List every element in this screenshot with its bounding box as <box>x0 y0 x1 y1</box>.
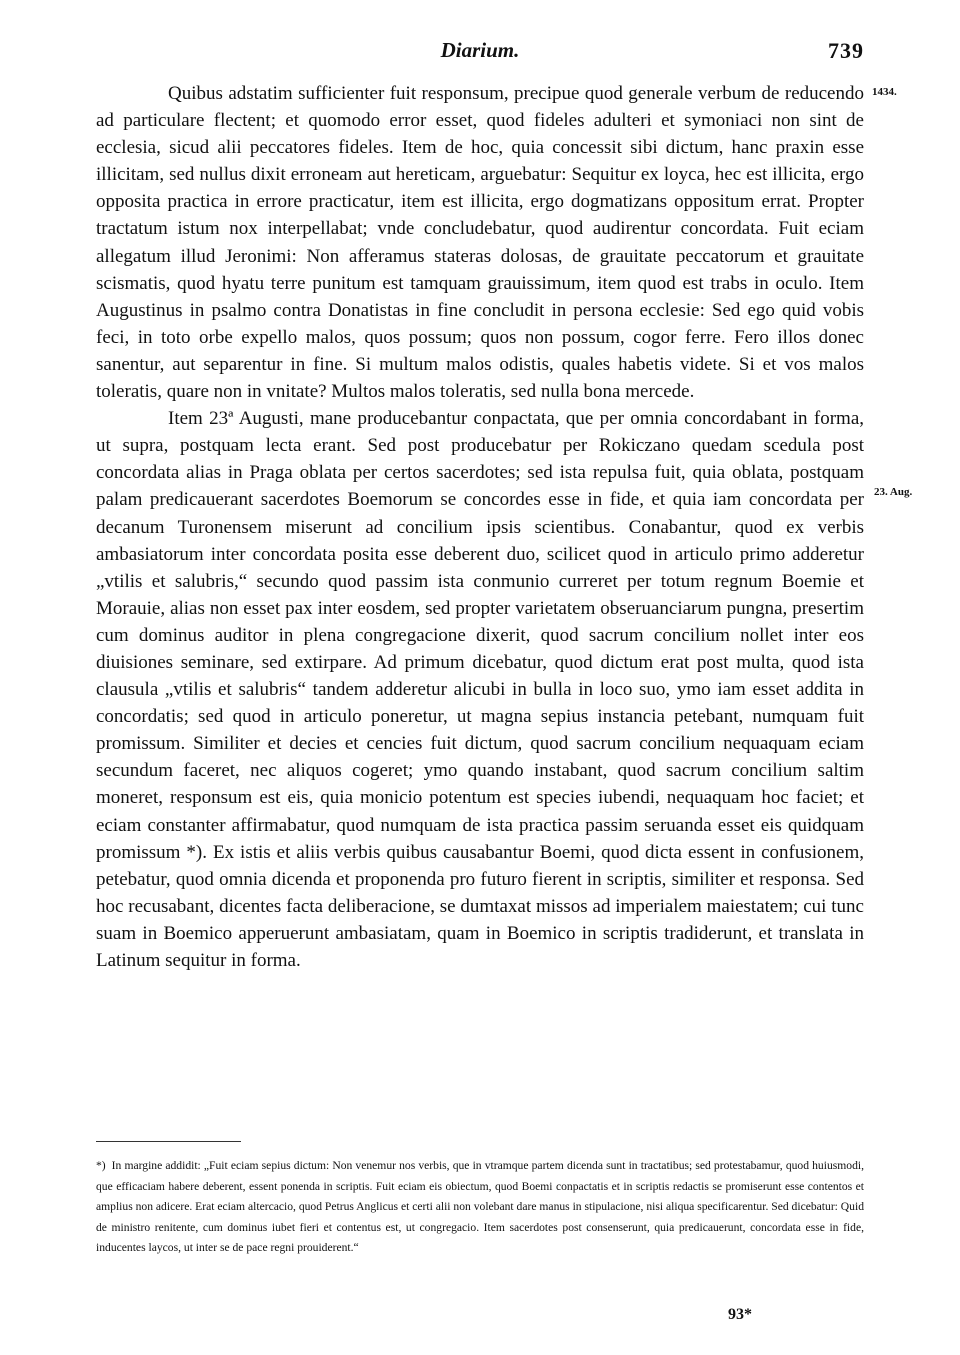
footnote-marker: *) <box>96 1159 106 1172</box>
page-header <box>96 38 864 66</box>
running-title: Diarium. <box>440 38 520 62</box>
signature-mark: 93* <box>728 1306 752 1323</box>
footnote-text: In margine addidit: „Fuit eciam sepius dictum: Non venemur nos verbis, que in vtramque partem dicenda sunt in tractatibus; sed protestabamur, quod huiusmodi, que efficaciam habere deberent, essent ponenda in scriptis. Fuit eciam eis obiectum, quod Boemi conpactatis et in scriptis redactis se promiserunt esse contentos et amplius non adicere. Erat eciam altercacio, quod Petrus Anglicus et certi alii non volebant dare manus in stipulacione, nisi aliqua specificarentur. Sed dicebatur: Quid de ministro renitente, cum dominus iubet fieri et contentus est, ut congregacio. Item sacerdotes post consenserunt, quia predicauerunt, concordata esse in fide, inducentes laycos, ut inter se de pace regni prouiderent.“ <box>96 1159 864 1254</box>
main-text <box>96 80 864 974</box>
margin-note-date: 23. Aug. <box>874 486 913 498</box>
footnote <box>96 1156 864 1259</box>
footnote-divider <box>96 1141 241 1142</box>
margin-note-year: 1434. <box>872 86 897 98</box>
paragraph: Quibus adstatim sufficienter fuit responsum, precipue quod generale verbum de reducendo ad particulare flectent; et quomodo error esset, quod fideles adulteri et symoniaci non sint de ecclesia, sicud alii peccatores fideles. Item de hoc, quia concessit sibi dictum, hanc praxin esse illicitam, sed nullus dixit erroneam aut hereticam, arguebatur: Sequitur ex loyca, hec est illicita, ergo opposita practica in errore practicatur, item est illicita, ergo dogmatizans oppositum errat. Propter tractatum istum nox interpellabat; vnde concludebatur, quod audirentur concordata. Fuit eciam allegatum illud Jeronimi: Non afferamus stateras dolosas, de grauitate peccatorum et grauitate scismatis, quod hyatu terre punitum est tamquam grauissimum, item quod est trabs in oculo. Item Augustinus in psalmo contra Donatistas in fine concludit in persona ecclesie: Sed ego quid vobis feci, in toto orbe expello malos, quos possum; quos non possum, cogor ferre. Fero illos donec sanentur, aut separentur in fine. Si multum malos odistis, quales habetis videte. Si et vos malos toleratis, quare non in vnitate? Multos malos toleratis, sed nulla bona mercede. <box>96 83 864 403</box>
page-number: 739 <box>828 38 864 63</box>
paragraph: Item 23ª Augusti, mane producebantur conpactata, que per omnia concordabant in forma, ut supra, postquam lecta erant. Sed post producebatur per Rokiczano quedam scedula post concordata alias in Praga oblata per certos sacerdotes; sed ista repulsa fuit, quia oblata, postquam palam predicauerant sacerdotes Boemorum se concordes esse in fide, et quia iam concordata per decanum Turonensem miserunt ad concilium ipsis scientibus. Conabantur, quod ex verbis ambasiatorum inter concordata posita esse deberent duo, scilicet quod in articulo primo adderetur „vtilis et salubris,“ secundo quod passim ista conmunio curreret per totum regnum Boemie et Morauie, alias non esset pax inter eosdem, sed propter varietatem obseruanciarum pungna, presertim cum dominus auditor in plena congregacione dixerit, quod sacrum concilium nollet inter eos diuisiones seminare, sed extirpare. Ad primum dicebatur, quod dictum erat post multa, quod ista clausula „vtilis et salubris“ tandem adderetur alicubi in bulla in loco suo, ymo iam esset addita in concordatis; sed quod in articulo poneretur, ut magna sepius instancia petebant, numquam fuit promissum. Similiter et decies et cencies fuit dictum, quod sacrum concilium nequaquam eciam secundum faceret, nec aliquos cogeret; ymo quando instabant, quod sacrum concilium saltim moneret, responsum est eis, quia monicio potentum est species iubendi, nequaquam hoc faciet; et eciam constanter affirmabatur, quod numquam de ista practica passim seruanda esset eis quidquam promissum *). Ex istis et aliis verbis quibus causabantur Boemi, quod dicta essent in confusionem, petebatur, quod omnia dicenda et proponenda pro futuro fierent in scriptis, similiter et responsa. Sed hoc recusabant, dicentes facta deliberacione, se dumtaxat missos ad imperialem maiestatem; cui tunc suam in Boemico apperuerunt ambasiatam, quam in Boemico in scriptis tradiderunt, et translata in Latinum sequitur in forma. <box>96 408 864 971</box>
